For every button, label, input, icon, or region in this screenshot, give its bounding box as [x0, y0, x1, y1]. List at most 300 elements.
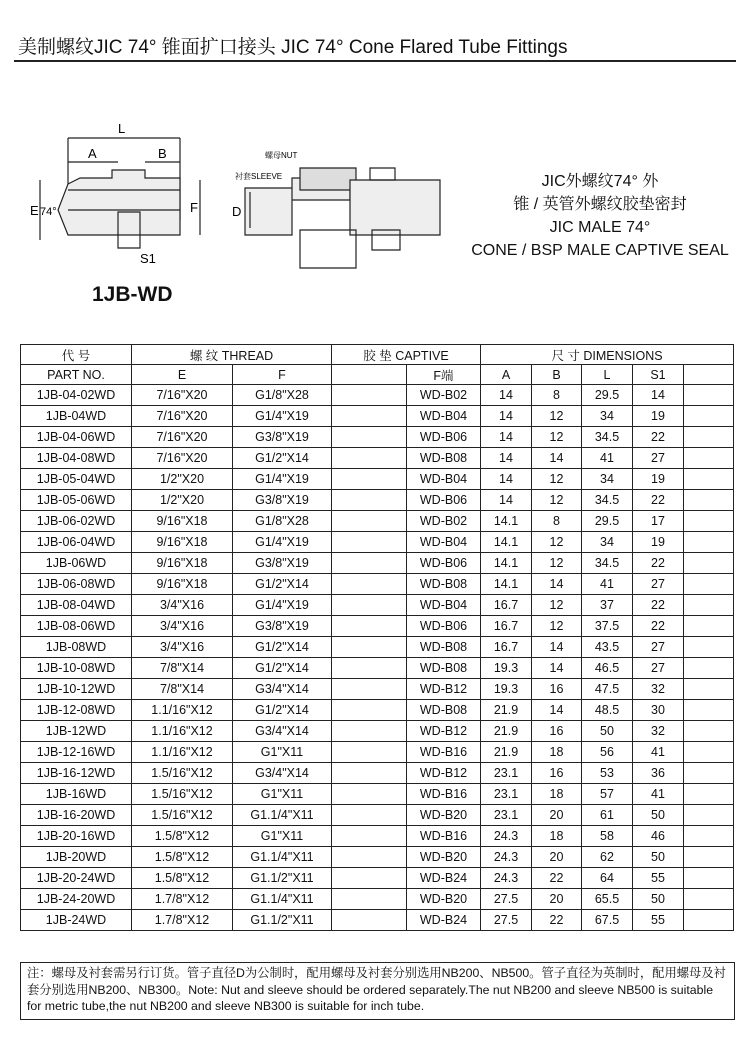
cell-dim-A: 23.1 — [481, 784, 532, 805]
cell-part-no: 1JB-08-04WD — [21, 595, 132, 616]
table-row — [21, 721, 734, 742]
cell-blank — [684, 469, 734, 490]
cell-thread-F: G1/4"X19 — [233, 406, 332, 427]
desc-line: CONE / BSP MALE CAPTIVE SEAL — [471, 242, 729, 259]
cell-thread-E: 1.1/16"X12 — [132, 742, 233, 763]
model-number: 1JB-WD — [92, 283, 173, 306]
cell-part-no: 1JB-12WD — [21, 721, 132, 742]
cell-thread-E: 7/16"X20 — [132, 406, 233, 427]
cell-thread-E: 3/4"X16 — [132, 637, 233, 658]
cell-captive-blank — [332, 469, 407, 490]
table-row — [21, 847, 734, 868]
cell-dim-S1: 41 — [633, 742, 684, 763]
cell-dim-B: 22 — [532, 910, 582, 931]
cell-thread-F: G3/4"X14 — [233, 763, 332, 784]
table-row — [21, 574, 734, 595]
cell-dim-S1: 32 — [633, 679, 684, 700]
cell-blank — [684, 427, 734, 448]
cell-thread-E: 3/4"X16 — [132, 595, 233, 616]
cell-captive-blank — [332, 511, 407, 532]
cell-captive-F: WD-B04 — [407, 469, 481, 490]
dim-label-D: D — [232, 204, 242, 219]
cell-dim-L: 34.5 — [582, 490, 633, 511]
cell-captive-blank — [332, 553, 407, 574]
cell-part-no: 1JB-24-20WD — [21, 889, 132, 910]
header-L: L — [582, 365, 633, 385]
cell-part-no: 1JB-04-08WD — [21, 448, 132, 469]
cell-part-no: 1JB-12-08WD — [21, 700, 132, 721]
cell-thread-F: G1/8"X28 — [233, 511, 332, 532]
cell-thread-F: G3/8"X19 — [233, 616, 332, 637]
dim-label-S1: S1 — [140, 251, 156, 266]
cell-dim-L: 37 — [582, 595, 633, 616]
dim-label-F: F — [190, 200, 198, 215]
cell-dim-L: 56 — [582, 742, 633, 763]
cell-dim-S1: 55 — [633, 868, 684, 889]
cell-dim-S1: 14 — [633, 385, 684, 406]
cell-captive-F: WD-B20 — [407, 805, 481, 826]
header-blank — [684, 365, 734, 385]
cell-blank — [684, 406, 734, 427]
cell-blank — [684, 511, 734, 532]
cell-blank — [684, 721, 734, 742]
cell-dim-B: 12 — [532, 553, 582, 574]
cell-dim-B: 14 — [532, 658, 582, 679]
cell-dim-B: 16 — [532, 679, 582, 700]
cell-captive-F: WD-B08 — [407, 448, 481, 469]
cell-thread-F: G3/8"X19 — [233, 553, 332, 574]
cell-dim-A: 23.1 — [481, 805, 532, 826]
cell-captive-F: WD-B08 — [407, 700, 481, 721]
cell-thread-F: G1/2"X14 — [233, 658, 332, 679]
cell-thread-E: 9/16"X18 — [132, 553, 233, 574]
cell-thread-E: 1.7/8"X12 — [132, 910, 233, 931]
cell-dim-S1: 22 — [633, 616, 684, 637]
cell-thread-F: G1/8"X28 — [233, 385, 332, 406]
table-row — [21, 700, 734, 721]
cell-part-no: 1JB-06WD — [21, 553, 132, 574]
cell-dim-B: 12 — [532, 532, 582, 553]
cell-thread-F: G1"X11 — [233, 742, 332, 763]
cell-dim-A: 16.7 — [481, 595, 532, 616]
cell-dim-S1: 50 — [633, 889, 684, 910]
cell-thread-E: 7/16"X20 — [132, 448, 233, 469]
cell-dim-A: 16.7 — [481, 616, 532, 637]
cell-dim-A: 14 — [481, 490, 532, 511]
cell-captive-blank — [332, 742, 407, 763]
cell-dim-A: 19.3 — [481, 658, 532, 679]
cell-dim-S1: 27 — [633, 448, 684, 469]
cell-dim-S1: 41 — [633, 784, 684, 805]
cell-dim-L: 34.5 — [582, 427, 633, 448]
cell-dim-L: 67.5 — [582, 910, 633, 931]
cell-dim-B: 18 — [532, 742, 582, 763]
cell-dim-A: 21.9 — [481, 721, 532, 742]
cell-dim-S1: 46 — [633, 826, 684, 847]
cell-dim-L: 62 — [582, 847, 633, 868]
cell-dim-S1: 55 — [633, 910, 684, 931]
cell-blank — [684, 595, 734, 616]
cell-part-no: 1JB-16WD — [21, 784, 132, 805]
cell-part-no: 1JB-05-06WD — [21, 490, 132, 511]
cell-blank — [684, 868, 734, 889]
cell-dim-A: 14.1 — [481, 511, 532, 532]
table-row — [21, 826, 734, 847]
nut-label: 螺母NUT — [265, 151, 298, 160]
cell-dim-L: 41 — [582, 448, 633, 469]
cell-captive-blank — [332, 721, 407, 742]
cell-captive-blank — [332, 826, 407, 847]
cell-dim-S1: 32 — [633, 721, 684, 742]
cell-part-no: 1JB-20-24WD — [21, 868, 132, 889]
cell-captive-blank — [332, 763, 407, 784]
cell-dim-L: 29.5 — [582, 385, 633, 406]
cell-dim-S1: 17 — [633, 511, 684, 532]
cell-blank — [684, 805, 734, 826]
header-blank — [332, 365, 407, 385]
dim-label-A: A — [88, 146, 97, 161]
table-row — [21, 742, 734, 763]
table-row — [21, 469, 734, 490]
table-row — [21, 868, 734, 889]
cell-dim-A: 14 — [481, 406, 532, 427]
cell-dim-B: 12 — [532, 616, 582, 637]
cell-dim-S1: 36 — [633, 763, 684, 784]
cell-dim-L: 53 — [582, 763, 633, 784]
cell-dim-A: 27.5 — [481, 910, 532, 931]
cell-dim-B: 12 — [532, 595, 582, 616]
cell-part-no: 1JB-06-08WD — [21, 574, 132, 595]
cell-dim-B: 8 — [532, 385, 582, 406]
cell-dim-B: 12 — [532, 427, 582, 448]
cell-dim-S1: 30 — [633, 700, 684, 721]
cell-captive-F: WD-B06 — [407, 553, 481, 574]
cell-blank — [684, 658, 734, 679]
cell-thread-F: G3/8"X19 — [233, 427, 332, 448]
cell-thread-E: 7/16"X20 — [132, 427, 233, 448]
cell-captive-F: WD-B12 — [407, 763, 481, 784]
header-A: A — [481, 365, 532, 385]
footnote: 注：螺母及衬套需另行订货。管子直径D为公制时，配用螺母及衬套分别选用NB200、NB500。管子直径为英制时，配用螺母及衬套分别选用NB200、NB300。Note: Nut and sleeve should be ordered separately.The nut NB200 and sleeve NB500 is suitable for metric tube,the nut NB200 and sleeve NB300 is suitable for inch tube. — [20, 962, 735, 1020]
cell-blank — [684, 742, 734, 763]
cell-captive-F: WD-B08 — [407, 658, 481, 679]
cell-dim-B: 20 — [532, 847, 582, 868]
table-row — [21, 427, 734, 448]
cell-dim-L: 61 — [582, 805, 633, 826]
cell-dim-S1: 19 — [633, 406, 684, 427]
cell-blank — [684, 679, 734, 700]
cell-dim-B: 14 — [532, 574, 582, 595]
cell-blank — [684, 847, 734, 868]
cell-dim-A: 14 — [481, 385, 532, 406]
cell-captive-blank — [332, 448, 407, 469]
cell-dim-A: 14 — [481, 469, 532, 490]
cell-captive-F: WD-B12 — [407, 721, 481, 742]
header-E: E — [132, 365, 233, 385]
cell-blank — [684, 637, 734, 658]
cell-dim-B: 18 — [532, 826, 582, 847]
cell-dim-A: 14.1 — [481, 532, 532, 553]
cell-dim-L: 41 — [582, 574, 633, 595]
cell-part-no: 1JB-04-06WD — [21, 427, 132, 448]
cell-captive-blank — [332, 805, 407, 826]
cell-thread-E: 1/2"X20 — [132, 490, 233, 511]
cell-dim-L: 65.5 — [582, 889, 633, 910]
cell-dim-S1: 19 — [633, 532, 684, 553]
desc-line: 锥 / 英管外螺纹胶垫密封 — [513, 196, 687, 213]
cell-captive-F: WD-B12 — [407, 679, 481, 700]
table-row — [21, 784, 734, 805]
cell-captive-blank — [332, 385, 407, 406]
cell-dim-S1: 50 — [633, 847, 684, 868]
table-row — [21, 910, 734, 931]
cell-captive-blank — [332, 595, 407, 616]
cell-thread-E: 9/16"X18 — [132, 574, 233, 595]
cell-dim-A: 19.3 — [481, 679, 532, 700]
cell-blank — [684, 574, 734, 595]
table-row — [21, 553, 734, 574]
cell-captive-blank — [332, 679, 407, 700]
table-row — [21, 406, 734, 427]
cell-captive-F: WD-B04 — [407, 406, 481, 427]
cell-captive-blank — [332, 910, 407, 931]
cell-captive-F: WD-B24 — [407, 868, 481, 889]
cell-blank — [684, 889, 734, 910]
cell-dim-A: 21.9 — [481, 700, 532, 721]
cell-thread-F: G3/8"X19 — [233, 490, 332, 511]
cell-captive-F: WD-B04 — [407, 532, 481, 553]
cell-thread-E: 1.5/16"X12 — [132, 763, 233, 784]
cell-blank — [684, 826, 734, 847]
sleeve-label: 衬套SLEEVE — [235, 172, 283, 181]
cell-part-no: 1JB-20WD — [21, 847, 132, 868]
cell-thread-E: 9/16"X18 — [132, 532, 233, 553]
desc-line: JIC MALE 74° — [549, 219, 651, 236]
cell-dim-S1: 27 — [633, 658, 684, 679]
table-row — [21, 490, 734, 511]
cell-dim-L: 57 — [582, 784, 633, 805]
cell-captive-blank — [332, 490, 407, 511]
header-dimensions: 尺 寸 DIMENSIONS — [481, 345, 734, 365]
cell-dim-L: 64 — [582, 868, 633, 889]
table-row — [21, 616, 734, 637]
cell-part-no: 1JB-08-06WD — [21, 616, 132, 637]
header-S1: S1 — [633, 365, 684, 385]
table-row — [21, 532, 734, 553]
cell-dim-A: 14 — [481, 427, 532, 448]
cell-dim-A: 27.5 — [481, 889, 532, 910]
cell-captive-F: WD-B16 — [407, 742, 481, 763]
header-part-en: PART NO. — [21, 365, 132, 385]
cell-dim-B: 14 — [532, 637, 582, 658]
title-divider — [14, 60, 736, 62]
cell-thread-E: 1.1/16"X12 — [132, 721, 233, 742]
cell-dim-L: 29.5 — [582, 511, 633, 532]
cell-captive-blank — [332, 532, 407, 553]
cell-dim-B: 18 — [532, 784, 582, 805]
cell-blank — [684, 700, 734, 721]
cell-dim-A: 14 — [481, 448, 532, 469]
cell-dim-S1: 22 — [633, 427, 684, 448]
cell-thread-E: 1.5/16"X12 — [132, 784, 233, 805]
cell-part-no: 1JB-10-12WD — [21, 679, 132, 700]
table-row — [21, 679, 734, 700]
cell-thread-F: G1"X11 — [233, 784, 332, 805]
cell-captive-blank — [332, 574, 407, 595]
cell-dim-L: 48.5 — [582, 700, 633, 721]
cell-dim-A: 23.1 — [481, 763, 532, 784]
header-F-end: F端 — [407, 365, 481, 385]
cell-thread-E: 3/4"X16 — [132, 616, 233, 637]
cell-thread-E: 1.5/8"X12 — [132, 847, 233, 868]
cell-blank — [684, 910, 734, 931]
cell-dim-A: 24.3 — [481, 826, 532, 847]
table-row — [21, 658, 734, 679]
cell-captive-blank — [332, 427, 407, 448]
cell-dim-L: 37.5 — [582, 616, 633, 637]
cell-thread-F: G1/2"X14 — [233, 574, 332, 595]
table-row — [21, 595, 734, 616]
cell-part-no: 1JB-24WD — [21, 910, 132, 931]
desc-line: JIC外螺纹74° 外 — [541, 173, 659, 190]
cell-dim-B: 20 — [532, 889, 582, 910]
cell-thread-F: G1/4"X19 — [233, 469, 332, 490]
cell-part-no: 1JB-06-02WD — [21, 511, 132, 532]
cell-part-no: 1JB-05-04WD — [21, 469, 132, 490]
table-row — [21, 511, 734, 532]
cell-thread-E: 1.1/16"X12 — [132, 700, 233, 721]
cell-captive-F: WD-B04 — [407, 595, 481, 616]
cell-captive-F: WD-B06 — [407, 427, 481, 448]
cell-thread-E: 1.5/16"X12 — [132, 805, 233, 826]
cell-dim-L: 50 — [582, 721, 633, 742]
cell-dim-L: 34 — [582, 406, 633, 427]
cell-dim-L: 43.5 — [582, 637, 633, 658]
cell-thread-E: 1/2"X20 — [132, 469, 233, 490]
cell-captive-blank — [332, 658, 407, 679]
table-row — [21, 763, 734, 784]
cell-blank — [684, 553, 734, 574]
cell-part-no: 1JB-04WD — [21, 406, 132, 427]
cell-dim-A: 16.7 — [481, 637, 532, 658]
cell-dim-A: 14.1 — [481, 574, 532, 595]
cell-thread-F: G1/2"X14 — [233, 700, 332, 721]
cell-blank — [684, 385, 734, 406]
header-captive: 胶 垫 CAPTIVE — [332, 345, 481, 365]
table-row — [21, 637, 734, 658]
cell-thread-F: G3/4"X14 — [233, 679, 332, 700]
cell-captive-F: WD-B24 — [407, 910, 481, 931]
cell-dim-B: 14 — [532, 448, 582, 469]
cell-dim-L: 34.5 — [582, 553, 633, 574]
table-row — [21, 889, 734, 910]
cell-part-no: 1JB-16-20WD — [21, 805, 132, 826]
fitting-drawing — [0, 100, 460, 280]
cell-thread-F: G1/4"X19 — [233, 595, 332, 616]
cell-blank — [684, 448, 734, 469]
dim-label-B: B — [158, 146, 167, 161]
cell-thread-E: 1.7/8"X12 — [132, 889, 233, 910]
cell-part-no: 1JB-20-16WD — [21, 826, 132, 847]
cell-dim-S1: 50 — [633, 805, 684, 826]
cell-dim-B: 16 — [532, 721, 582, 742]
cell-thread-E: 7/16"X20 — [132, 385, 233, 406]
cell-captive-F: WD-B08 — [407, 574, 481, 595]
cell-dim-A: 14.1 — [481, 553, 532, 574]
spec-table — [20, 344, 734, 931]
cell-part-no: 1JB-16-12WD — [21, 763, 132, 784]
cell-captive-F: WD-B16 — [407, 826, 481, 847]
dim-label-angle: 74° — [40, 206, 57, 218]
dim-label-E: E — [30, 203, 39, 218]
header-part-cn: 代 号 — [21, 345, 132, 365]
cell-captive-blank — [332, 406, 407, 427]
cell-thread-F: G1/2"X14 — [233, 637, 332, 658]
cell-dim-L: 34 — [582, 532, 633, 553]
cell-part-no: 1JB-10-08WD — [21, 658, 132, 679]
cell-dim-B: 12 — [532, 490, 582, 511]
cell-dim-L: 34 — [582, 469, 633, 490]
cell-dim-B: 16 — [532, 763, 582, 784]
cell-thread-F: G1.1/4"X11 — [233, 805, 332, 826]
cell-dim-A: 24.3 — [481, 868, 532, 889]
cell-blank — [684, 532, 734, 553]
cell-captive-blank — [332, 889, 407, 910]
page-title: 美制螺纹JIC 74° 锥面扩口接头 JIC 74° Cone Flared Tube Fittings — [18, 37, 568, 58]
cell-thread-F: G1.1/4"X11 — [233, 889, 332, 910]
cell-dim-S1: 27 — [633, 637, 684, 658]
cell-thread-E: 7/8"X14 — [132, 679, 233, 700]
cell-thread-F: G1.1/4"X11 — [233, 847, 332, 868]
cell-dim-B: 20 — [532, 805, 582, 826]
cell-dim-B: 12 — [532, 406, 582, 427]
cell-blank — [684, 763, 734, 784]
cell-dim-S1: 22 — [633, 595, 684, 616]
cell-dim-L: 58 — [582, 826, 633, 847]
table-row — [21, 805, 734, 826]
cell-captive-F: WD-B06 — [407, 490, 481, 511]
cell-thread-E: 7/8"X14 — [132, 658, 233, 679]
cell-captive-blank — [332, 784, 407, 805]
cell-captive-blank — [332, 637, 407, 658]
cell-captive-blank — [332, 616, 407, 637]
cell-dim-L: 46.5 — [582, 658, 633, 679]
header-B: B — [532, 365, 582, 385]
product-description — [455, 170, 745, 262]
dim-label-L: L — [118, 121, 126, 136]
cell-captive-F: WD-B16 — [407, 784, 481, 805]
cell-dim-A: 21.9 — [481, 742, 532, 763]
cell-dim-B: 12 — [532, 469, 582, 490]
cell-thread-F: G1/2"X14 — [233, 448, 332, 469]
cell-thread-F: G1/4"X19 — [233, 532, 332, 553]
cell-part-no: 1JB-06-04WD — [21, 532, 132, 553]
cell-blank — [684, 616, 734, 637]
cell-part-no: 1JB-12-16WD — [21, 742, 132, 763]
header-F: F — [233, 365, 332, 385]
cell-thread-F: G3/4"X14 — [233, 721, 332, 742]
cell-captive-F: WD-B20 — [407, 847, 481, 868]
cell-thread-E: 9/16"X18 — [132, 511, 233, 532]
cell-dim-S1: 22 — [633, 490, 684, 511]
cell-captive-F: WD-B08 — [407, 637, 481, 658]
cell-dim-S1: 22 — [633, 553, 684, 574]
cell-dim-L: 47.5 — [582, 679, 633, 700]
cell-dim-A: 24.3 — [481, 847, 532, 868]
cell-thread-F: G1"X11 — [233, 826, 332, 847]
cell-dim-S1: 19 — [633, 469, 684, 490]
cell-captive-F: WD-B02 — [407, 511, 481, 532]
